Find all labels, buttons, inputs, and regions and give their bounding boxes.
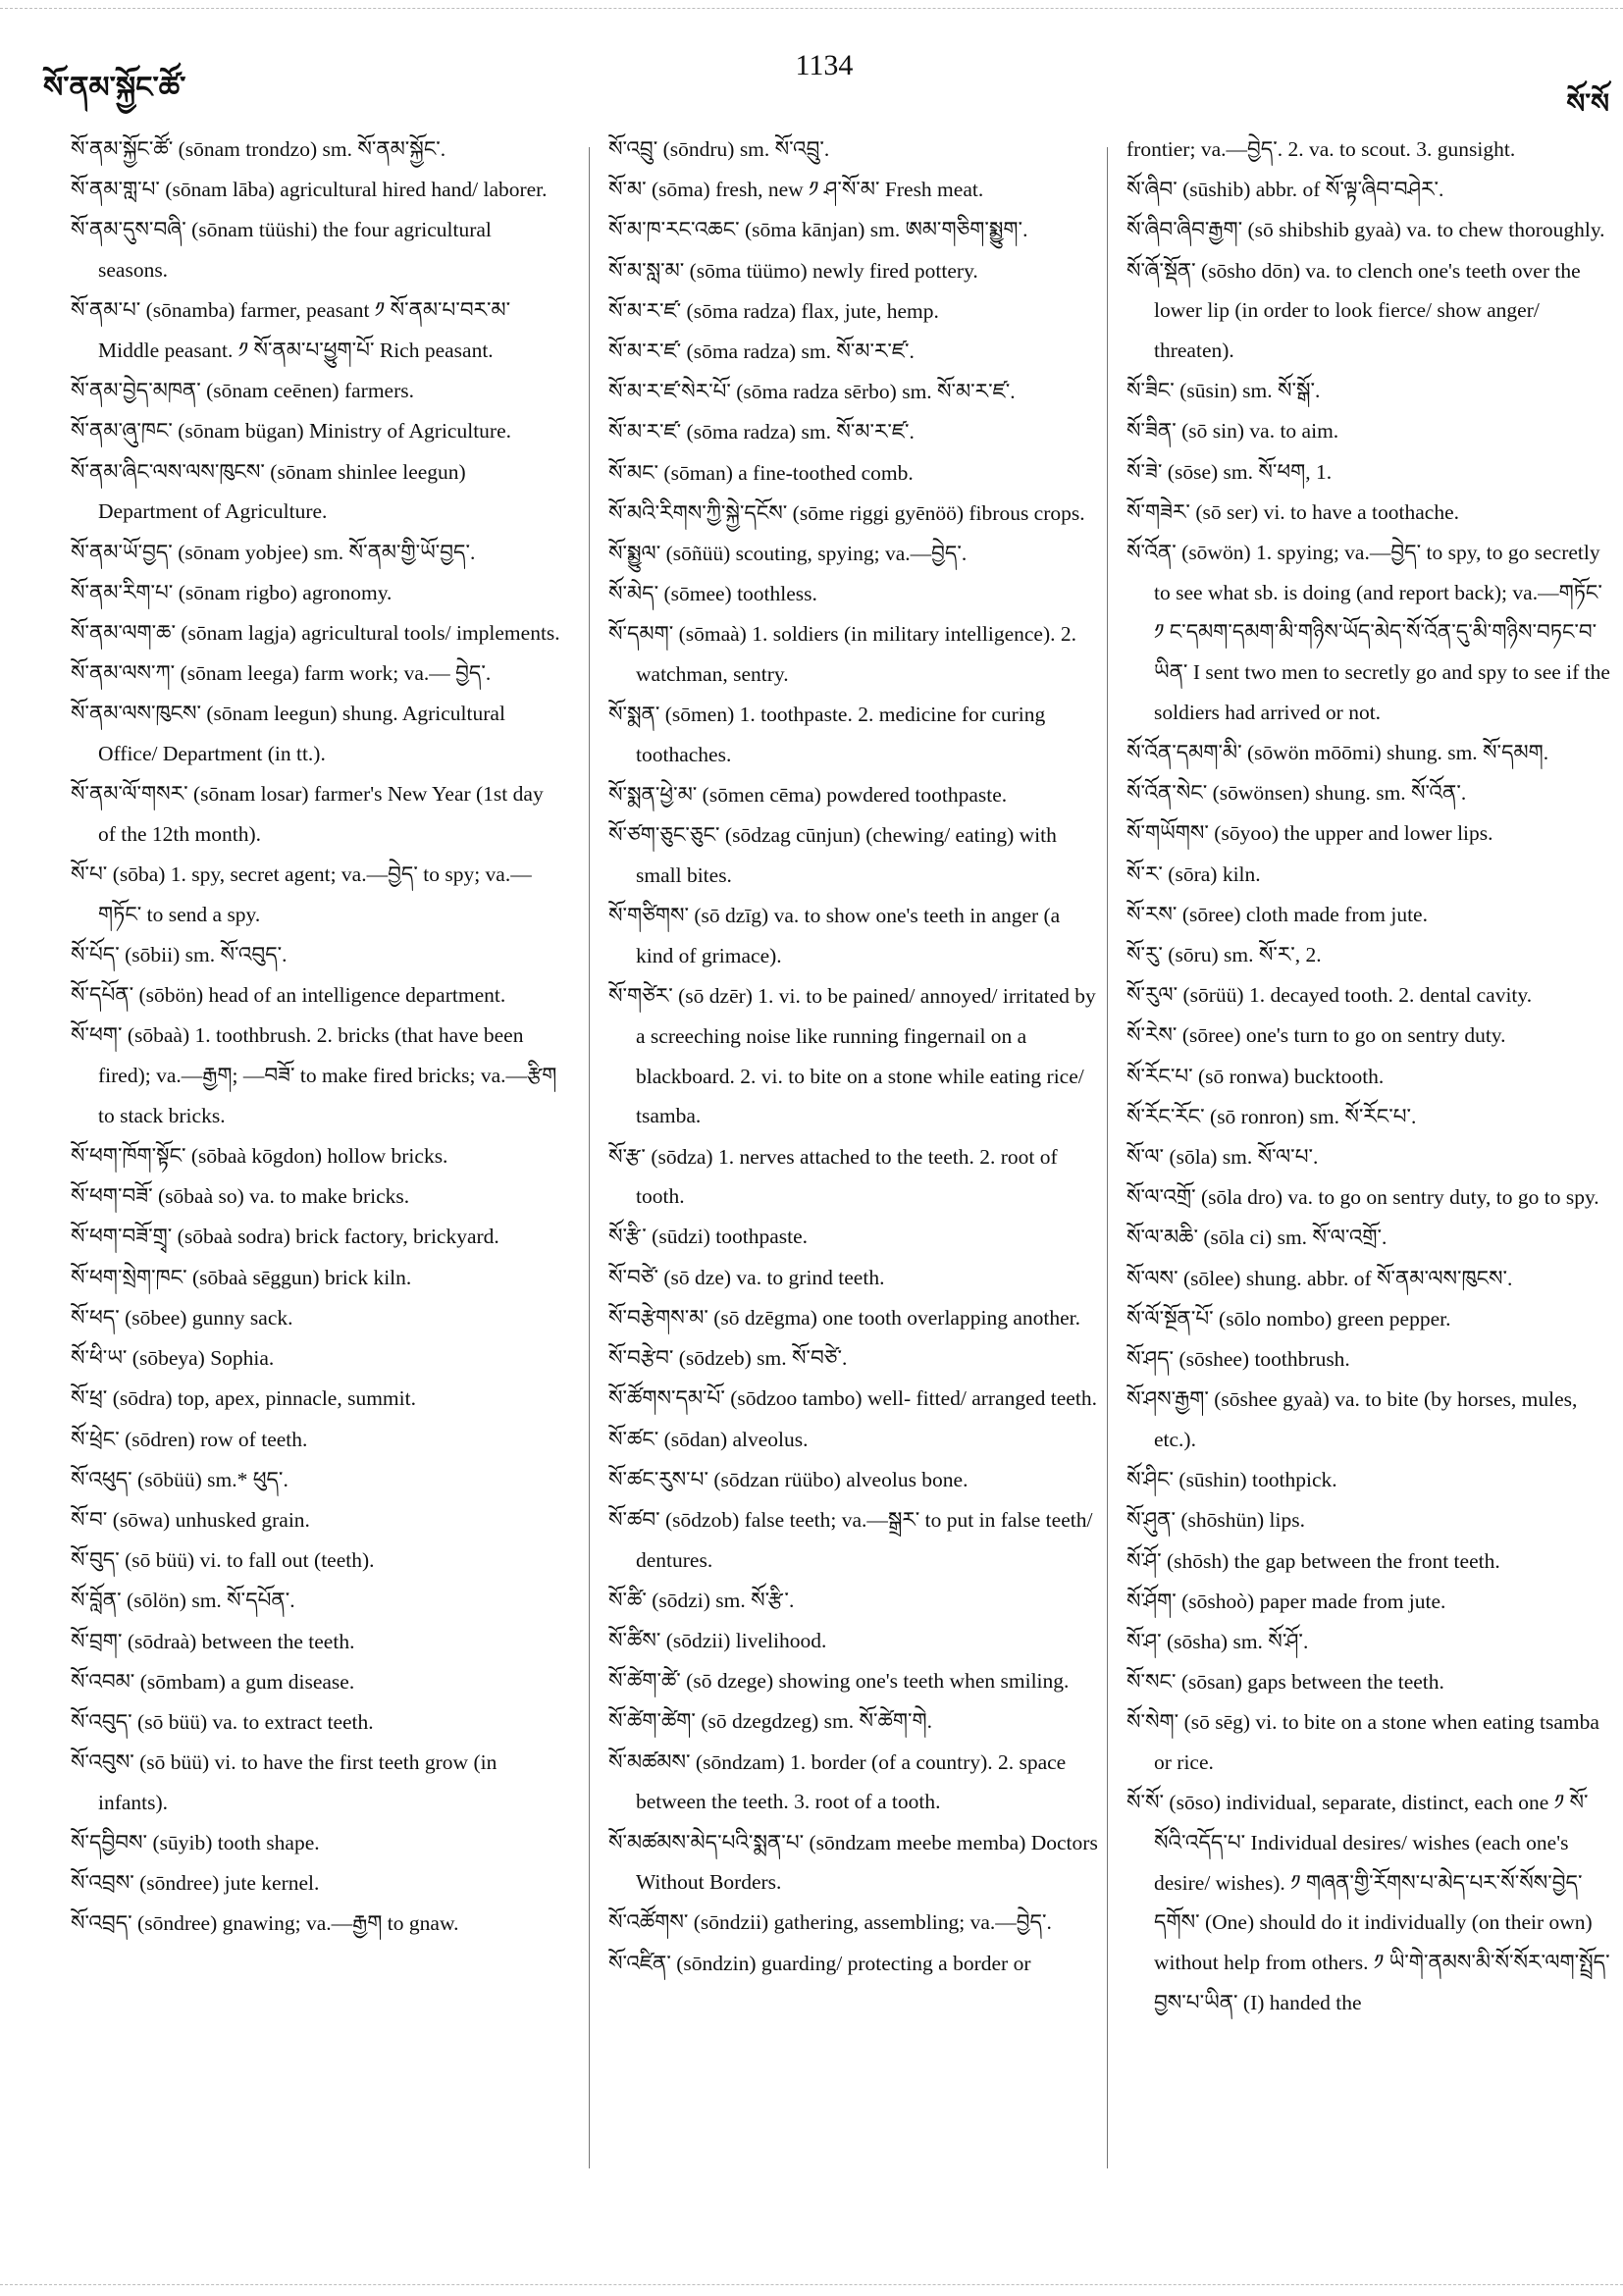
dictionary-entry: སོ་སོ་ (sōso) individual, separate, distinct, each one ༡ སོ་སོའི་འདོད་པ་ Individual desires/ wishes (each one's desire/ wishes). ༡ གཞན་གྱི་རོགས་པ་མེད་པར་སོ་སོས་བྱེད་དགོས་ (One) should do it individually (on their own) without help from others. ༡ ཡི་གེ་ནམས་མི་སོ་སོར་ལག་སྤྲོད་བྱས་པ་ཡིན་ (I) handed the	[1126, 1791, 1610, 2014]
dictionary-entry: སོ་རྩི་ (sūdzi) toothpaste.	[608, 1225, 809, 1249]
dictionary-entry: སོ་ཟེ་ (sōse) sm. སོ་ཕག, 1.	[1126, 459, 1333, 484]
dictionary-entry: སོ་འོན་དམག་མི་ (sōwön mōōmi) shung. sm. སོ་དམག.	[1126, 741, 1549, 765]
bottom-scan-edge	[0, 2284, 1623, 2285]
dictionary-entry: སོ་བུད་ (sō büü) vi. to fall out (teeth).	[71, 1548, 375, 1573]
dictionary-entry: སོ་ཤོ་ (shōsh) the gap between the front teeth.	[1126, 1548, 1500, 1573]
dictionary-entry: སོ་ནམ་པ་ (sōnamba) farmer, peasant ༡ སོ་ནམ་པ་བར་མ་ Middle peasant. ༡ སོ་ནམ་པ་ཕྱུག་པོ་ Rich peasant.	[71, 298, 511, 363]
dictionary-entry: སོ་ཟིན་ (sō sin) va. to aim.	[1126, 419, 1339, 444]
dictionary-entry: སོ་འབྲད་ (sōndree) gnawing; va.—རྒྱག to gnaw.	[71, 1911, 459, 1936]
dictionary-entry: སོ་མ་སླ་མ་ (sōma tüümo) newly fired pottery.	[608, 258, 978, 283]
dictionary-entry: སོ་མ་ར་ཛ་སེར་པོ་ (sōma radza sērbo) sm. སོ་མ་ར་ཛ་.	[608, 380, 1016, 404]
dictionary-entry: སོ་ཤད་ (sōshee) toothbrush.	[1126, 1347, 1350, 1372]
dictionary-entry: སོ་རས་ (sōree) cloth made from jute.	[1126, 902, 1428, 926]
column-3	[1126, 130, 1617, 2023]
dictionary-entry: སོ་འོན་སེང་ (sōwönsen) shung. sm. སོ་འོན་.	[1126, 781, 1467, 806]
dictionary-entry: སོ་ཕག་བཟོ་གྲྭ་ (sōbaà sodra) brick factory, brickyard.	[71, 1225, 499, 1249]
dictionary-entry: སོ་ཚེག་ཚེག་ (sō dzegdzeg) sm. སོ་ཚེག་གེ.	[608, 1709, 933, 1734]
dictionary-entry: སོ་ཤོག་ (sōshoò) paper made from jute.	[1126, 1589, 1446, 1613]
dictionary-entry: སོ་ཚང་ (sōdan) alveolus.	[608, 1427, 809, 1451]
dictionary-entry: སོ་ཕག་སྲེག་ཁང་ (sōbaà sēggun) brick kiln.	[71, 1265, 412, 1289]
dictionary-entry: སོ་ཚབ་ (sōdzob) false teeth; va.—སྒྲར་ to put in false teeth/ dentures.	[608, 1507, 1093, 1572]
dictionary-entry: སོ་ཚོགས་དམ་པོ་ (sōdzoo tambo) well- fitted/ arranged teeth.	[608, 1386, 1097, 1411]
dictionary-entry: སོ་ཕད་ (sōbee) gunny sack.	[71, 1305, 293, 1330]
dictionary-entry: སོ་འབྲས་ (sōndree) jute kernel.	[71, 1871, 320, 1896]
dictionary-entry: སོ་དབྱིབས་ (sūyib) tooth shape.	[71, 1831, 320, 1855]
dictionary-entry: སོ་བྲག་ (sōdraà) between the teeth.	[71, 1629, 355, 1653]
dictionary-entry: སོ་ནམ་ལག་ཆ་ (sōnam lagja) agricultural tools/ implements.	[71, 620, 560, 645]
dictionary-entry: སོ་ནམ་རིག་པ་ (sōnam rigbo) agronomy.	[71, 580, 393, 604]
dictionary-entry: སོ་བརྩེབ་ (sōdzeb) sm. སོ་བཙེ་.	[608, 1346, 848, 1371]
dictionary-entry: སོ་ནམ་ཡོ་བྱད་ (sōnam yobjee) sm. སོ་ནམ་གྱི་ཡོ་བྱད་.	[71, 540, 476, 564]
dictionary-entry: སོ་འབྲུ་ (sōndru) sm. སོ་འབྲུ་.	[608, 137, 830, 161]
dictionary-entry: སོ་ནམ་ཞིང་ལས་ལས་ཁུངས་ (sōnam shinlee leegun) Department of Agriculture.	[71, 459, 466, 524]
page-number: 1134	[795, 49, 854, 81]
dictionary-entry: སོ་ལ་ (sōla) sm. སོ་ལ་པ་.	[1126, 1145, 1319, 1170]
dictionary-entry: སོ་བརྩེགས་མ་ (sō dzēgma) one tooth overlapping another.	[608, 1305, 1080, 1330]
dictionary-entry: སོ་གཟེར་ (sō ser) vi. to have a toothache.	[1126, 499, 1459, 524]
dictionary-entry: སོ་ར་ (sōra) kiln.	[1126, 861, 1261, 886]
dictionary-entry: སོ་ནམ་བྱེད་མཁན་ (sōnam ceēnen) farmers.	[71, 379, 414, 403]
dictionary-entry: སོ་རེས་ (sōree) one's turn to go on sentry duty.	[1126, 1023, 1506, 1048]
dictionary-entry: སོ་ལོ་སྔོན་པོ་ (sōlo nombo) green pepper.	[1126, 1306, 1451, 1331]
dictionary-entry: སོ་ཟིང་ (sūsin) sm. སོ་སྒོ་.	[1126, 379, 1321, 403]
dictionary-entry: སོ་དམག་ (sōmaà) 1. soldiers (in military intelligence). 2. watchman, sentry.	[608, 622, 1076, 687]
dictionary-entry: སོ་ཕག་ཁོག་སྟོང་ (sōbaà kōgdon) hollow bricks.	[71, 1144, 448, 1169]
dictionary-entry: སོ་ལ་མཆི་ (sōla ci) sm. སོ་ལ་འགྲོ་.	[1126, 1226, 1387, 1250]
dictionary-entry: སོ་འཕུད་ (sōbüü) sm.* ཕུད་.	[71, 1467, 288, 1491]
column-divider	[589, 147, 590, 2168]
dictionary-entry: སོ་མ་ཁ་རང་འཆང་ (sōma kānjan) sm. ཨམ་གཅིག་སྨྱུག་.	[608, 218, 1028, 242]
dictionary-entry: སོ་ཚེག་ཚེ་ (sō dzege) showing one's teeth when smiling.	[608, 1669, 1070, 1694]
dictionary-entry: སོ་འཚོགས་ (sōndzii) gathering, assembling; va.—བྱེད་.	[608, 1910, 1052, 1935]
dictionary-entry: སོ་རོང་རོང་ (sō ronron) sm. སོ་རོང་པ་.	[1126, 1104, 1417, 1128]
dictionary-entry: སོ་ཕག་ (sōbaà) 1. toothbrush. 2. bricks (that have been fired); va.—རྒྱག; —བཟོ་ to make fired bricks; va.—རྩིག to stack bricks.	[71, 1023, 557, 1127]
dictionary-entry: སོ་ཙག་ཅུང་ཅུང་ (sōdzag cūnjun) (chewing/ eating) with small bites.	[608, 823, 1057, 888]
dictionary-entry: སོ་འབུས་ (sō büü) vi. to have the first teeth grow (in infants).	[71, 1750, 497, 1814]
dictionary-entry: སོ་རོང་པ་ (sō ronwa) bucktooth.	[1126, 1064, 1385, 1088]
dictionary-entry: སོ་གཡོགས་ (sōyoo) the upper and lower lips.	[1126, 821, 1493, 846]
dictionary-entry: སོ་རུལ་ (sōrüü) 1. decayed tooth. 2. dental cavity.	[1126, 983, 1533, 1008]
dictionary-entry: སོ་ནམ་ལོ་གསར་ (sōnam losar) farmer's New Year (1st day of the 12th month).	[71, 782, 544, 846]
dictionary-entry: སོ་འབུད་ (sō büü) va. to extract teeth.	[71, 1709, 374, 1734]
dictionary-entry: སོ་ནམ་གླ་པ་ (sōnam lāba) agricultural hired hand/ laborer.	[71, 178, 548, 202]
dictionary-entry: སོ་མའི་རིགས་ཀྱི་སྐྱེ་དངོས་ (sōme riggi gyēnöö) fibrous crops.	[608, 500, 1085, 525]
dictionary-entry: སོ་ལ་འགྲོ་ (sōla dro) va. to go on sentry duty, to go to spy.	[1126, 1185, 1599, 1210]
dictionary-entry: སོ་མཚམས་མེད་པའི་སྨན་པ་ (sōndzam meebe memba) Doctors Without Borders.	[608, 1830, 1098, 1895]
dictionary-entry: སོ་སང་ (sōsan) gaps between the teeth.	[1126, 1670, 1444, 1695]
dictionary-entry: སོ་སྨན་ (sōmen) 1. toothpaste. 2. medicine for curing toothaches.	[608, 703, 1046, 767]
dictionary-entry: སོ་གཙེར་ (sō dzēr) 1. vi. to be pained/ annoyed/ irritated by a screeching noise like running fingernail on a blackboard. 2. vi. to bite on a stone while eating rice/ tsamba.	[608, 984, 1096, 1128]
dictionary-entry: སོ་ཞིབ་ཞིབ་རྒྱག་ (sō shibshib gyaà) va. to chew thoroughly.	[1126, 218, 1605, 242]
dictionary-entry: སོ་ཕྲ་ (sōdra) top, apex, pinnacle, summit.	[71, 1386, 416, 1411]
dictionary-entry: སོ་མེད་ (sōmee) toothless.	[608, 582, 817, 606]
dictionary-entry: སོ་པོད་ (sōbii) sm. སོ་འབུད་.	[71, 943, 288, 967]
dictionary-entry: སོ་མ་ (sōma) fresh, new ༡ ཤ་སོ་མ་ Fresh meat.	[608, 178, 984, 202]
dictionary-entry: སོ་ནམ་དུས་བཞི་ (sōnam tüüshi) the four agricultural seasons.	[71, 218, 492, 283]
dictionary-entry: སོ་སེག་ (sō sēg) vi. to bite on a stone when eating tsamba or rice.	[1126, 1710, 1599, 1775]
dictionary-entry: སོ་ཕག་བཟོ་ (sōbaà so) va. to make bricks.	[71, 1184, 410, 1209]
dictionary-entry: སོ་སྨྱུལ་ (sōñüü) scouting, spying; va.—བྱེད་.	[608, 542, 968, 566]
dictionary-entry: སོ་མཚམས་ (sōndzam) 1. border (of a country). 2. space between the teeth. 3. root of a tooth.	[608, 1749, 1067, 1814]
dictionary-entry: སོ་བཙེ་ (sō dze) va. to grind teeth.	[608, 1265, 885, 1289]
dictionary-entry: སོ་ལས་ (sōlee) shung. abbr. of སོ་ནམ་ལས་ཁུངས་.	[1126, 1266, 1513, 1290]
dictionary-entry: སོ་ཤིང་ (sūshin) toothpick.	[1126, 1468, 1337, 1492]
dictionary-entry: སོ་ཤ་ (sōsha) sm. སོ་ཤོ་.	[1126, 1630, 1309, 1654]
column-divider	[1107, 147, 1108, 2168]
column-2	[608, 130, 1099, 1984]
dictionary-entry: སོ་ཚིས་ (sōdzii) livelihood.	[608, 1629, 827, 1653]
running-head-right: སོ་སོ	[1566, 89, 1609, 120]
dictionary-entry: སོ་མ་ར་ཛ་ (sōma radza) sm. སོ་མ་ར་ཛ་.	[608, 420, 915, 444]
dictionary-entry: སོ་ནམ་ལས་ཁུངས་ (sōnam leegun) shung. Agricultural Office/ Department (in tt.).	[71, 702, 505, 766]
dictionary-entry: སོ་ནམ་ཞུ་ཁང་ (sōnam bügan) Ministry of Agriculture.	[71, 419, 512, 444]
dictionary-entry: སོ་ནམ་སྐྱོང་ཚོ་ (sōnam trondzo) sm. སོ་ནམ་སྐྱོང་.	[71, 137, 446, 161]
dictionary-entry: སོ་བ་ (sōwa) unhusked grain.	[71, 1507, 310, 1532]
dictionary-entry: སོ་གཙིགས་ (sō dzīg) va. to show one's teeth in anger (a kind of grimace).	[608, 904, 1061, 968]
dictionary-entry: སོ་ཚང་རུས་པ་ (sōdzan rüübo) alveolus bone.	[608, 1467, 969, 1491]
dictionary-entry: སོ་ནམ་ལས་ཀ་ (sōnam leega) farm work; va.— བྱེད་.	[71, 661, 492, 686]
column-1	[71, 130, 561, 1945]
dictionary-entry: སོ་སྨན་ཕྱེ་མ་ (sōmen cēma) powdered toothpaste.	[608, 783, 1008, 808]
dictionary-entry: སོ་ཤུན་ (shōshün) lips.	[1126, 1508, 1305, 1533]
dictionary-entry: སོ་དཔོན་ (sōbön) head of an intelligence department.	[71, 983, 506, 1008]
dictionary-entry: སོ་མ་ར་ཛ་ (sōma radza) sm. སོ་མ་ར་ཛ་.	[608, 339, 915, 364]
dictionary-entry: སོ་བློན་ (sōlön) sm. སོ་དཔོན་.	[71, 1589, 295, 1613]
dictionary-entry: སོ་ཕི་ཡ་ (sōbeya) Sophia.	[71, 1346, 275, 1371]
dictionary-entry: སོ་མང་ (sōman) a fine-toothed comb.	[608, 460, 914, 485]
running-head-left: སོ་ནམ་སྐྱོང་ཚོ་	[43, 72, 186, 104]
dictionary-entry: སོ་རུ་ (sōru) sm. སོ་ར་, 2.	[1126, 943, 1322, 967]
dictionary-entry: སོ་འོན་ (sōwön) 1. spying; va.—བྱེད་ to spy, to go secretly to see what sb. is doing (and report back); va.—གཏོང་ ༡ ང་དམག་དམག་མི་གཉིས་ཡོད་མེད་སོ་འོན་དུ་མི་གཉིས་བཏང་བ་ཡིན་ I sent two men to secretly go and spy to see if the soldiers had arrived or not.	[1126, 541, 1610, 724]
dictionary-entry: སོ་མ་ར་ཛ་ (sōma radza) flax, jute, hemp.	[608, 298, 939, 323]
dictionary-entry: སོ་ཞོ་སྡོན་ (sōsho dōn) va. to clench one's teeth over the lower lip (in order to look fierce/ show anger/ threaten).	[1126, 258, 1581, 363]
dictionary-entry: frontier; va.—བྱེད་. 2. va. to scout. 3. gunsight.	[1126, 137, 1516, 161]
dictionary-entry: སོ་ཞིབ་ (sūshib) abbr. of སོ་ལྟ་ཞིབ་བཤེར་.	[1126, 178, 1444, 202]
dictionary-entry: སོ་རྩ་ (sōdza) 1. nerves attached to the teeth. 2. root of tooth.	[608, 1144, 1058, 1209]
dictionary-entry: སོ་ཕྲེང་ (sōdren) row of teeth.	[71, 1427, 308, 1451]
dictionary-entry: སོ་འཛིན་ (sōndzin) guarding/ protecting a border or	[608, 1951, 1031, 1975]
top-scan-edge	[0, 8, 1623, 9]
dictionary-entry: སོ་འབམ་ (sōmbam) a gum disease.	[71, 1669, 355, 1694]
dictionary-entry: སོ་ཚི་ (sōdzi) sm. སོ་རྩི་.	[608, 1588, 795, 1612]
dictionary-entry: སོ་པ་ (sōba) 1. spy, secret agent; va.—བྱེད་ to spy; va.—གཏོང་ to send a spy.	[71, 862, 532, 926]
dictionary-entry: སོ་ཤས་རྒྱག་ (sōshee gyaà) va. to bite (by horses, mules, etc.).	[1126, 1387, 1578, 1451]
